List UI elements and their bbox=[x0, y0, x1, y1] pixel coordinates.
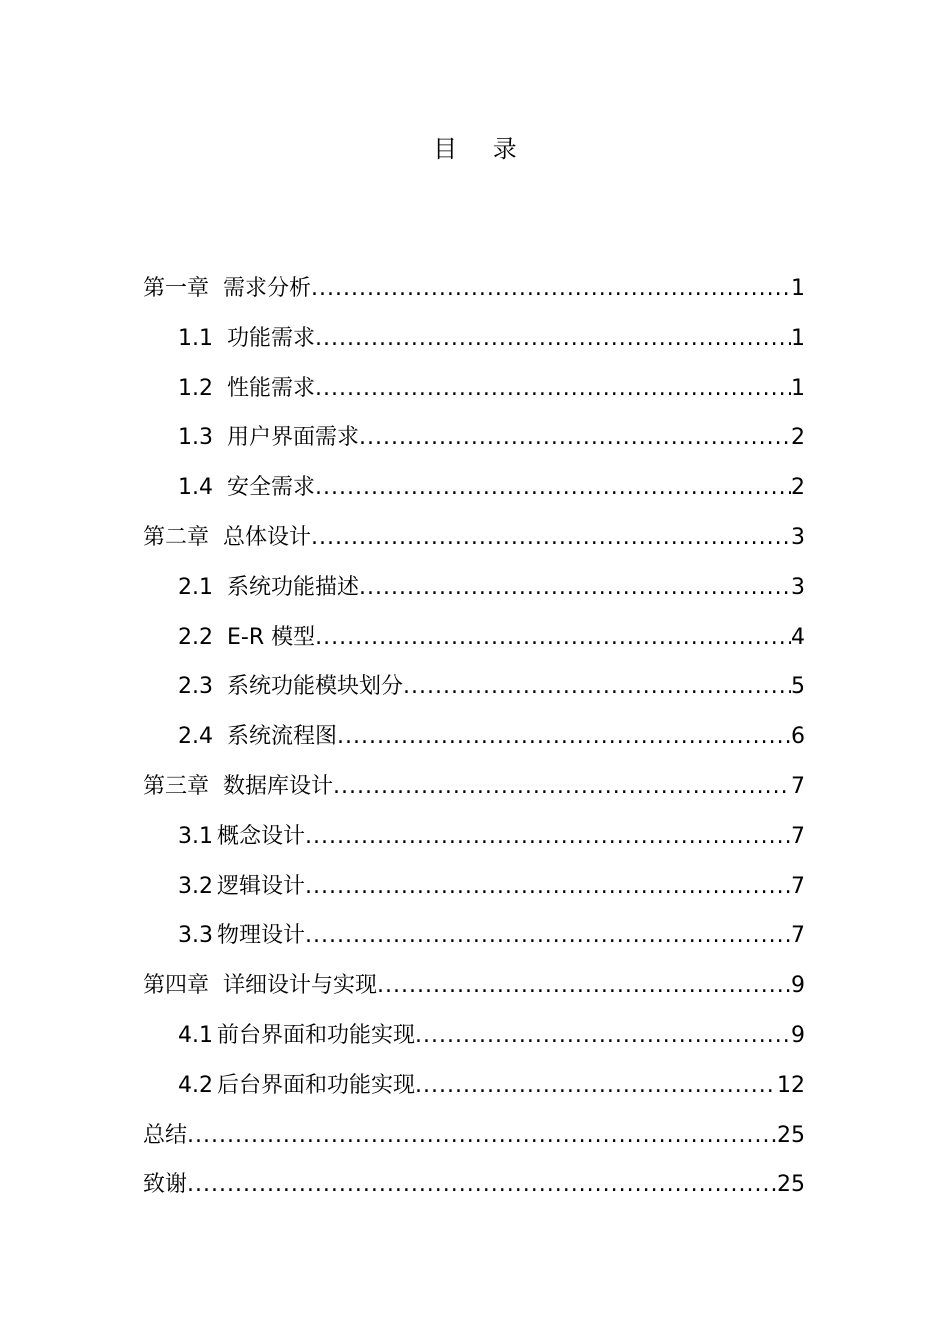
toc-entry-title: 系统功能模块划分 bbox=[227, 674, 404, 700]
toc-entry-title: 系统流程图 bbox=[227, 724, 338, 750]
toc-dot-leader bbox=[415, 1065, 777, 1107]
toc-entry-title: 数据库设计 bbox=[223, 773, 334, 799]
toc-page-number: 3 bbox=[791, 524, 805, 550]
table-of-contents bbox=[143, 268, 805, 1214]
toc-entry-title: 安全需求 bbox=[227, 475, 316, 501]
toc-entry-2-1[interactable] bbox=[143, 567, 805, 617]
toc-entry-2-3[interactable] bbox=[143, 666, 805, 716]
toc-entry-number: 1.3 bbox=[178, 425, 213, 451]
toc-entry-number: 4.2 bbox=[178, 1072, 213, 1098]
toc-dot-leader bbox=[315, 467, 791, 509]
toc-entry-title: 物理设计 bbox=[217, 923, 306, 949]
toc-entry-chapter-1[interactable] bbox=[143, 268, 805, 318]
toc-entry-title: 逻辑设计 bbox=[217, 873, 306, 899]
toc-page-number: 7 bbox=[791, 773, 805, 799]
toc-dot-leader bbox=[305, 915, 791, 957]
toc-page-number: 9 bbox=[791, 973, 805, 999]
toc-dot-leader bbox=[403, 666, 791, 708]
toc-entry-title: 总体设计 bbox=[223, 524, 312, 550]
toc-entry-number: 第一章 bbox=[143, 276, 210, 301]
toc-dot-leader bbox=[305, 866, 791, 908]
toc-entry-number: 第三章 bbox=[143, 773, 210, 799]
toc-entry-title: 后台界面和功能实现 bbox=[217, 1072, 416, 1098]
toc-entry-number: 1.1 bbox=[178, 325, 213, 351]
toc-page-number: 1 bbox=[791, 276, 805, 301]
toc-entry-1-4[interactable] bbox=[143, 467, 805, 517]
toc-entry-number: 4.1 bbox=[178, 1022, 213, 1048]
toc-page-number: 25 bbox=[777, 1172, 805, 1198]
toc-entry-4-2[interactable] bbox=[143, 1065, 805, 1115]
toc-dot-leader bbox=[415, 1015, 791, 1057]
toc-entry-title: E-R 模型 bbox=[227, 624, 316, 650]
toc-page-number: 25 bbox=[777, 1122, 805, 1148]
toc-entry-summary[interactable] bbox=[143, 1115, 805, 1165]
toc-dot-leader bbox=[315, 617, 791, 659]
toc-dot-leader bbox=[311, 268, 791, 310]
toc-entry-number: 2.1 bbox=[178, 574, 213, 600]
toc-entry-1-3[interactable] bbox=[143, 417, 805, 467]
toc-page-number: 7 bbox=[791, 823, 805, 849]
toc-dot-leader bbox=[187, 1115, 777, 1157]
toc-entry-chapter-4[interactable] bbox=[143, 965, 805, 1015]
toc-entry-number: 3.1 bbox=[178, 823, 213, 849]
toc-entry-2-2[interactable] bbox=[143, 617, 805, 667]
toc-entry-number: 1.2 bbox=[178, 375, 213, 401]
toc-entry-number: 第二章 bbox=[143, 524, 210, 550]
toc-entry-number: 第四章 bbox=[143, 973, 210, 999]
toc-page-number: 5 bbox=[791, 674, 805, 700]
toc-entry-1-1[interactable] bbox=[143, 318, 805, 368]
toc-entry-acknowledgements[interactable] bbox=[143, 1164, 805, 1214]
toc-entry-number: 1.4 bbox=[178, 475, 213, 501]
toc-dot-leader bbox=[359, 567, 791, 609]
toc-entry-title: 概念设计 bbox=[217, 823, 306, 849]
toc-entry-chapter-2[interactable] bbox=[143, 517, 805, 567]
toc-page-number: 6 bbox=[791, 724, 805, 750]
toc-entry-number: 2.2 bbox=[178, 624, 213, 650]
toc-page-number: 2 bbox=[791, 425, 805, 451]
toc-entry-chapter-3[interactable] bbox=[143, 766, 805, 816]
toc-entry-number: 3.3 bbox=[178, 923, 213, 949]
toc-dot-leader bbox=[315, 368, 791, 410]
toc-page-number: 4 bbox=[791, 624, 805, 650]
toc-page-number: 1 bbox=[791, 325, 805, 351]
toc-entry-title: 详细设计与实现 bbox=[223, 973, 378, 999]
toc-entry-number: 2.4 bbox=[178, 724, 213, 750]
toc-dot-leader bbox=[315, 318, 791, 360]
toc-page-number: 3 bbox=[791, 574, 805, 600]
toc-entry-3-3[interactable] bbox=[143, 915, 805, 965]
toc-entry-title: 总结 bbox=[143, 1122, 188, 1148]
toc-page-number: 2 bbox=[791, 475, 805, 501]
toc-page-number: 1 bbox=[791, 375, 805, 401]
toc-dot-leader bbox=[187, 1164, 777, 1206]
toc-entry-title: 功能需求 bbox=[227, 325, 316, 351]
toc-entry-title: 系统功能描述 bbox=[227, 574, 360, 600]
toc-entry-3-2[interactable] bbox=[143, 866, 805, 916]
toc-entry-2-4[interactable] bbox=[143, 716, 805, 766]
toc-entry-number: 3.2 bbox=[178, 873, 213, 899]
toc-entry-number: 2.3 bbox=[178, 674, 213, 700]
toc-page-number: 9 bbox=[791, 1022, 805, 1048]
toc-entry-title: 前台界面和功能实现 bbox=[217, 1022, 416, 1048]
toc-page-number: 12 bbox=[777, 1072, 805, 1098]
toc-entry-title: 性能需求 bbox=[227, 375, 316, 401]
page-title: 目 录 bbox=[433, 135, 531, 163]
toc-page-number: 7 bbox=[791, 873, 805, 899]
toc-entry-3-1[interactable] bbox=[143, 816, 805, 866]
toc-dot-leader bbox=[333, 766, 791, 808]
toc-entry-1-2[interactable] bbox=[143, 368, 805, 418]
toc-entry-title: 需求分析 bbox=[223, 276, 312, 301]
toc-page-number: 7 bbox=[791, 923, 805, 949]
toc-entry-title: 用户界面需求 bbox=[227, 425, 360, 451]
toc-dot-leader bbox=[311, 517, 791, 559]
toc-dot-leader bbox=[305, 816, 791, 858]
toc-dot-leader bbox=[337, 716, 791, 758]
toc-dot-leader bbox=[359, 417, 791, 459]
toc-entry-title: 致谢 bbox=[143, 1172, 188, 1198]
toc-dot-leader bbox=[377, 965, 791, 1007]
toc-entry-4-1[interactable] bbox=[143, 1015, 805, 1065]
